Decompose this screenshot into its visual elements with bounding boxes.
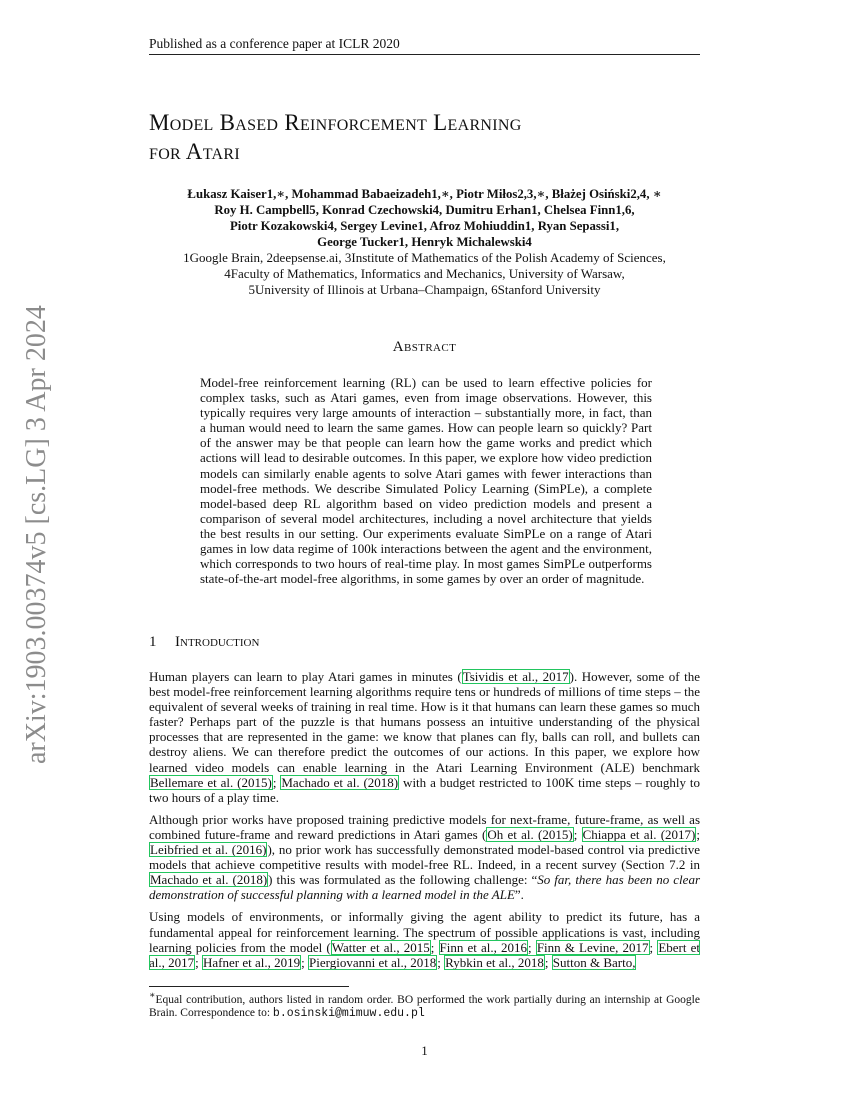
footnote	[149, 989, 700, 1021]
title-line-1: Model Based Reinforcement Learning	[149, 110, 522, 135]
text-span: ;	[195, 954, 203, 970]
paragraph-2	[149, 812, 700, 903]
text-span: ). However, some of the best model-free reinforcement learning algorithms require tens or hundreds of millions of time steps – the equivalent of several weeks of training in real time. How is it that humans can learn these games so much faster? Perhaps part of the puzzle is that humans possess an intuitive understanding of the physical processes that are represented in the game: we know that planes can fly, balls can roll, and bullets can destroy aliens. We can therefore predict the outcomes of our actions. In this paper, we explore how learned video models can enable learning in the Atari Learning Environment (ALE) benchmark	[149, 669, 700, 775]
text-span: ;	[573, 826, 582, 842]
citation-link[interactable]: Ebert et al., 2017	[149, 939, 700, 970]
footnote-rule	[149, 986, 349, 987]
citation-link[interactable]: Finn et al., 2016	[439, 939, 528, 955]
author-line-4: George Tucker1, Henryk Michalewski4	[317, 235, 532, 249]
citation-link[interactable]: Sutton & Barto,	[552, 954, 636, 970]
text-span: ), no prior work has successfully demonstrated model-based control via predictive models that achieve competitive results with model-free RL. Indeed, in a recent survey (Section 7.2 in	[149, 842, 700, 873]
section-title: Introduction	[175, 634, 260, 650]
affiliation-line-2: 4Faculty of Mathematics, Informatics and Mechanics, University of Warsaw,	[224, 266, 625, 281]
affiliation-line-3: 5University of Illinois at Urbana–Champaign, 6Stanford University	[248, 282, 601, 297]
citation-link[interactable]: Watter et al., 2015	[331, 939, 430, 955]
text-span: Human players can learn to play Atari games in minutes (	[149, 669, 462, 684]
citation-link[interactable]: Finn & Levine, 2017	[536, 939, 649, 955]
text-span: ;	[696, 826, 700, 842]
footnote-text: Equal contribution, authors listed in random order. BO performed the work partially during an internship at Google Brain. Correspondence to:	[149, 993, 700, 1020]
affiliation-line-1: 1Google Brain, 2deepsense.ai, 3Institute of Mathematics of the Polish Academy of Sciences,	[183, 250, 666, 265]
text-span: ) this was formulated as the following challenge: “	[268, 872, 538, 888]
email-link[interactable]: b.osinski@mimuw.edu.pl	[272, 1007, 425, 1021]
running-header: Published as a conference paper at ICLR 2020	[149, 36, 700, 55]
citation-link[interactable]: Machado et al. (2018)	[150, 872, 268, 888]
body-text	[149, 669, 700, 977]
citation-link[interactable]: Oh et al. (2015)	[487, 826, 573, 842]
author-line-2: Roy H. Campbell5, Konrad Czechowski4, Dumitru Erhan1, Chelsea Finn1,6,	[214, 203, 635, 217]
citation-link[interactable]: Chiappa et al. (2017)	[582, 826, 696, 842]
text-span: Although prior works have proposed training predictive models for next-frame, future-frame, as well as combined future-frame and reward predictions in Atari games (	[149, 811, 700, 842]
author-line-1: Łukasz Kaiser1,∗, Mohammad Babaeizadeh1,∗, Piotr Miłos2,3,∗, Błażej Osiński2,4, ∗	[187, 187, 662, 201]
paragraph-1	[149, 669, 700, 805]
author-list	[149, 186, 700, 250]
citation-link[interactable]: Machado et al. (2018)	[281, 774, 399, 790]
paper-title	[149, 108, 700, 166]
citation-link[interactable]: Piergiovanni et al., 2018	[309, 954, 437, 970]
citation-link[interactable]: Hafner et al., 2019	[203, 954, 301, 970]
citation-link[interactable]: Leibfried et al. (2016)	[150, 842, 267, 858]
text-span: ;	[437, 954, 445, 970]
text-span: ;	[649, 939, 658, 955]
text-span: ”.	[514, 887, 524, 903]
section-heading	[149, 634, 700, 651]
citation-link[interactable]: Rybkin et al., 2018	[445, 954, 544, 970]
text-span: ;	[528, 939, 536, 955]
abstract-heading: Abstract	[392, 339, 457, 355]
footnote-mark: ∗	[149, 990, 156, 1001]
affiliations	[149, 250, 700, 298]
quote: So far, there has been no clear demonstration of successful planning with a learned model in the ALE	[149, 872, 700, 903]
title-line-2: for Atari	[149, 139, 240, 164]
citation-link[interactable]: Bellemare et al. (2015)	[150, 774, 272, 790]
text-span: ;	[272, 774, 281, 790]
text-span: with a budget restricted to 100K time steps – roughly to two hours of a play time.	[149, 774, 700, 805]
section-number: 1	[149, 634, 157, 650]
text-span: ;	[301, 954, 308, 970]
arxiv-stamp: arXiv:1903.00374v5 [cs.LG] 3 Apr 2024	[21, 305, 52, 765]
abstract-text: Model-free reinforcement learning (RL) can be used to learn effective policies for complex tasks, such as Atari games, even from image observations. However, this typically requires very large amounts of interaction – substantially more, in fact, than a human would need to learn the same games. How can people learn so quickly? Part of the answer may be that people can learn how the game works and predict which actions will lead to desirable outcomes. In this paper, we explore how video prediction models can similarly enable agents to solve Atari games with fewer interactions than model-free methods. We describe Simulated Policy Learning (SimPLe), a complete model-based deep RL algorithm based on video prediction models and present a comparison of several model architectures, including a novel architecture that yields the best results in our setting. Our experiments evaluate SimPLe on a range of Atari games in low data regime of 100k interactions between the agent and the environment, which corresponds to two hours of real-time play. In most games SimPLe outperforms state-of-the-art model-free algorithms, in some games by over an order of magnitude.	[200, 375, 652, 587]
page-number: 1	[421, 1043, 428, 1058]
text-span: ;	[430, 939, 439, 955]
citation-link[interactable]: Tsividis et al., 2017	[462, 669, 569, 684]
author-line-3: Piotr Kozakowski4, Sergey Levine1, Afroz Mohiuddin1, Ryan Sepassi1,	[229, 219, 620, 233]
text-span: Using models of environments, or informally giving the agent ability to predict its future, has a fundamental appeal for reinforcement learning. The spectrum of possible applications is vast, including learning policies from the model (	[149, 909, 700, 955]
text-span: ;	[544, 954, 552, 970]
paragraph-3	[149, 909, 700, 969]
